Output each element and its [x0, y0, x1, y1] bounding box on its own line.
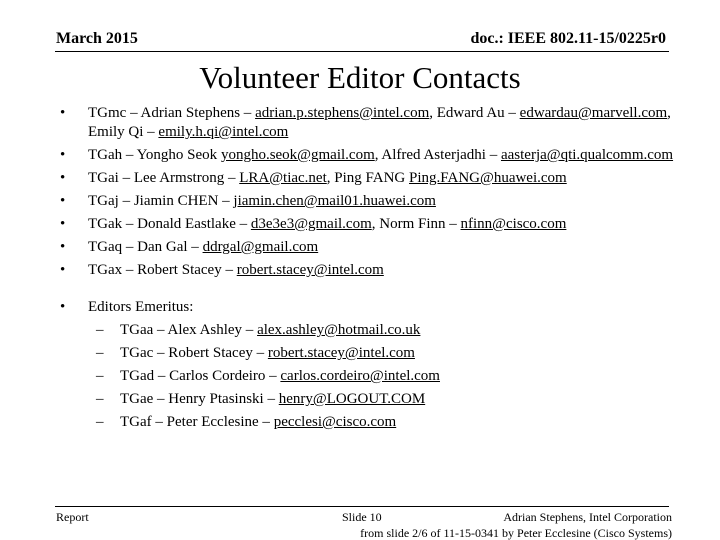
email-link[interactable]: ddrgal@gmail.com [202, 239, 319, 255]
dash-marker: – [96, 414, 104, 430]
emeritus-label: Editors Emeritus: [88, 299, 194, 315]
email-link[interactable]: robert.stacey@intel.com [267, 345, 415, 361]
email-link[interactable]: LRA@tiac.net [239, 170, 327, 186]
emeritus-item-tgac [56, 344, 676, 363]
bullet-text: , Emily Qi – [88, 105, 671, 140]
bullet-marker: • [60, 216, 66, 232]
emeritus-text: TGad – Carlos Cordeiro – [120, 368, 281, 384]
email-link[interactable]: yongho.seok@gmail.com [220, 147, 375, 163]
bullet-text: TGak – Donald Eastlake – [88, 216, 251, 232]
footer-report: Report [56, 510, 89, 524]
email-link[interactable]: edwardau@marvell.com [519, 105, 668, 121]
footer-divider [55, 506, 669, 507]
footer-author: Adrian Stephens, Intel Corporation [503, 510, 672, 524]
emeritus-item-tgaf [56, 413, 676, 432]
emeritus-item-tgad [56, 367, 676, 386]
bullet-tgai [56, 169, 676, 188]
bullet-tgax [56, 261, 676, 280]
header-doc-id: doc.: IEEE 802.11-15/0225r0 [470, 30, 666, 47]
bullet-text: TGaq – Dan Gal – [88, 239, 203, 255]
emeritus-text: TGaa – Alex Ashley – [120, 322, 258, 338]
bullet-marker: • [60, 147, 66, 163]
bullet-text: , Alfred Asterjadhi – [374, 147, 501, 163]
bullet-marker: • [60, 299, 66, 315]
email-link[interactable]: alex.ashley@hotmail.co.uk [257, 322, 421, 338]
emeritus-item-tgae [56, 390, 676, 409]
bullet-tgaj [56, 192, 676, 211]
bullet-text: , Norm Finn – [371, 216, 461, 232]
bullet-text: TGmc – Adrian Stephens – [88, 105, 256, 121]
bullet-marker: • [60, 262, 66, 278]
email-link[interactable]: henry@LOGOUT.COM [278, 391, 426, 407]
bullet-tgah [56, 146, 676, 165]
header-divider [55, 51, 669, 52]
bullet-text: TGah – Yongho Seok [88, 147, 221, 163]
email-link[interactable]: carlos.cordeiro@intel.com [280, 368, 440, 384]
bullet-text: TGax – Robert Stacey – [88, 262, 237, 278]
bullet-text: , Ping FANG [326, 170, 410, 186]
bullet-editors-emeritus [56, 298, 676, 317]
bullet-text: TGaj – Jiamin CHEN – [88, 193, 234, 209]
bullet-text: , Edward Au – [429, 105, 520, 121]
emeritus-text: TGac – Robert Stacey – [120, 345, 268, 361]
footer-source: from slide 2/6 of 11-15-0341 by Peter Ecclesine (Cisco Systems) [360, 526, 672, 540]
emeritus-item-tgaa [56, 321, 676, 340]
email-link[interactable]: d3e3e3@gmail.com [250, 216, 372, 232]
dash-marker: – [96, 345, 104, 361]
email-link[interactable]: pecclesi@cisco.com [273, 414, 397, 430]
slide-title: Volunteer Editor Contacts [199, 60, 521, 95]
bullet-tgak [56, 215, 676, 234]
bullet-text: TGai – Lee Armstrong – [88, 170, 240, 186]
footer-slide-number: Slide 10 [342, 510, 382, 524]
emeritus-text: TGae – Henry Ptasinski – [120, 391, 279, 407]
bullet-marker: • [60, 170, 66, 186]
dash-marker: – [96, 322, 104, 338]
bullet-marker: • [60, 239, 66, 255]
bullet-marker: • [60, 105, 66, 121]
contact-list [56, 104, 676, 436]
dash-marker: – [96, 391, 104, 407]
email-link[interactable]: jiamin.chen@mail01.huawei.com [233, 193, 436, 209]
bullet-tgaq [56, 238, 676, 257]
email-link[interactable]: adrian.p.stephens@intel.com [255, 105, 430, 121]
emeritus-text: TGaf – Peter Ecclesine – [120, 414, 274, 430]
dash-marker: – [96, 368, 104, 384]
email-link[interactable]: aasterja@qti.qualcomm.com [500, 147, 674, 163]
bullet-tgmc [56, 104, 676, 142]
email-link[interactable]: nfinn@cisco.com [460, 216, 567, 232]
email-link[interactable]: emily.h.qi@intel.com [158, 124, 289, 140]
email-link[interactable]: Ping.FANG@huawei.com [409, 170, 567, 186]
email-link[interactable]: robert.stacey@intel.com [236, 262, 384, 278]
header-date: March 2015 [56, 30, 138, 47]
bullet-marker: • [60, 193, 66, 209]
